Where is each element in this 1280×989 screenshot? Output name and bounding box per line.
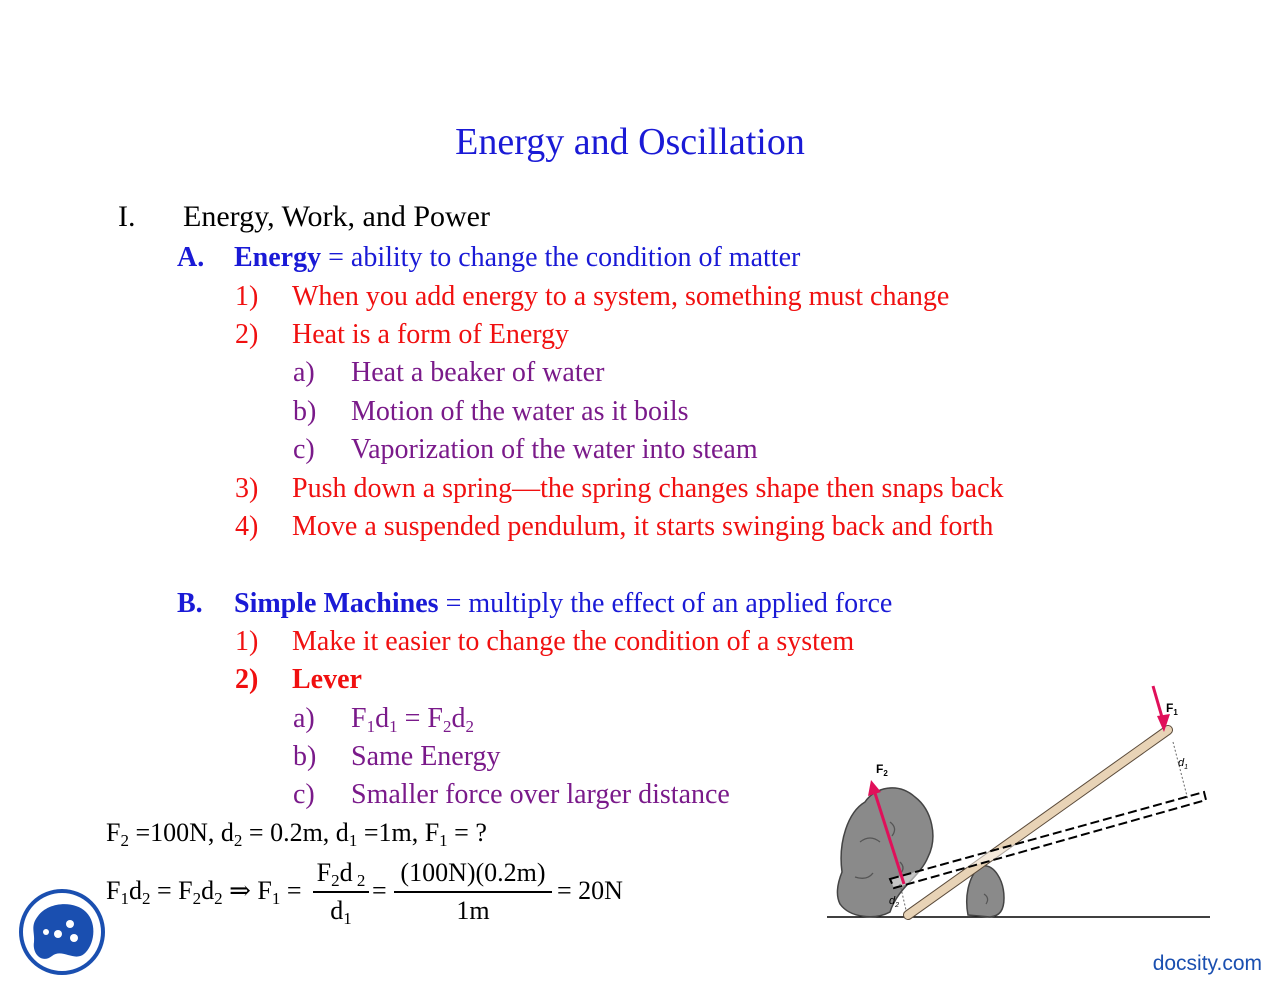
sub-list-item: Vaporization of the water into steam bbox=[351, 434, 758, 465]
sub-list-item-marker: b) bbox=[293, 741, 317, 772]
subsection-a-marker: A. bbox=[177, 242, 205, 273]
rock-icon bbox=[837, 788, 932, 917]
simple-machines-term: Simple Machines bbox=[234, 588, 439, 619]
section-marker: I. bbox=[118, 200, 136, 233]
sub-list-item: Same Energy bbox=[351, 741, 501, 772]
result: = 20N bbox=[557, 876, 623, 905]
brand-link[interactable]: docsity.com bbox=[1152, 952, 1262, 975]
list-item: Push down a spring—the spring changes shape then snaps back bbox=[292, 473, 1004, 504]
label-d2: $d_2$ bbox=[889, 895, 900, 909]
simple-machines-equals: = bbox=[438, 588, 469, 619]
label-f2: $F_2$ bbox=[876, 762, 888, 778]
list-item-marker: 2) bbox=[235, 664, 259, 695]
example-equation-left: $F_1d_2 = F_2d_2$ ⇒ $F_1$ = bbox=[106, 876, 302, 908]
docsity-logo-icon bbox=[18, 888, 106, 976]
sub-list-item-marker: c) bbox=[293, 434, 315, 465]
fraction-1-bar bbox=[313, 891, 369, 893]
list-item: Move a suspended pendulum, it starts swinging back and forth bbox=[292, 511, 994, 542]
energy-term: Energy bbox=[234, 242, 322, 273]
list-item-marker: 4) bbox=[235, 511, 259, 542]
sub-list-item: Heat a beaker of water bbox=[351, 357, 605, 388]
list-item: When you add energy to a system, something must change bbox=[292, 281, 950, 312]
sub-list-item-marker: a) bbox=[293, 703, 315, 734]
list-item-marker: 1) bbox=[235, 626, 259, 657]
list-item: Lever bbox=[292, 664, 362, 695]
energy-definition: ability to change the condition of matter bbox=[350, 242, 801, 273]
label-f1: $F_1$ bbox=[1166, 701, 1178, 717]
sub-list-item-marker: b) bbox=[293, 396, 317, 427]
list-item-marker: 3) bbox=[235, 473, 259, 504]
subsection-b-line bbox=[234, 588, 892, 620]
lever-diagram bbox=[820, 672, 1220, 924]
fraction-2-denominator: 1m bbox=[456, 896, 490, 925]
d1-marker bbox=[1173, 742, 1188, 800]
list-item-marker: 2) bbox=[235, 319, 259, 350]
equals-sign: = bbox=[372, 876, 387, 905]
fraction-2-bar bbox=[394, 891, 552, 893]
dashed-lever-outline bbox=[890, 792, 1206, 888]
list-item: Make it easier to change the condition of a system bbox=[292, 626, 855, 657]
simple-machines-definition: multiply the effect of an applied force bbox=[468, 588, 893, 619]
sub-list-item-marker: a) bbox=[293, 357, 315, 388]
energy-equals: = bbox=[321, 242, 351, 273]
subsection-b-marker: B. bbox=[177, 588, 203, 619]
example-givens: $F_2 =100N$, $d_2 = 0.2m$, $d_1 =1m$, $F_1$ = ? bbox=[106, 818, 487, 850]
subsection-a-line bbox=[234, 242, 800, 274]
section-heading: Energy, Work, and Power bbox=[183, 200, 490, 233]
label-d1: $d_1$ bbox=[1178, 757, 1189, 771]
sub-list-item-marker: c) bbox=[293, 779, 315, 810]
list-item: Heat is a form of Energy bbox=[292, 319, 570, 350]
sub-list-item: Motion of the water as it boils bbox=[351, 396, 689, 427]
fraction-1-numerator: $F_2d$ $_2$ bbox=[316, 858, 366, 890]
fraction-2-numerator: (100N)(0.2m) bbox=[400, 858, 546, 887]
lever-formula: $F_1d_1 = F_2d_2$ bbox=[351, 703, 474, 736]
slide-title: Energy and Oscillation bbox=[455, 121, 805, 163]
list-item-marker: 1) bbox=[235, 281, 259, 312]
fraction-1-denominator: $d_1$ bbox=[330, 896, 352, 928]
sub-list-item: Smaller force over larger distance bbox=[351, 779, 730, 810]
